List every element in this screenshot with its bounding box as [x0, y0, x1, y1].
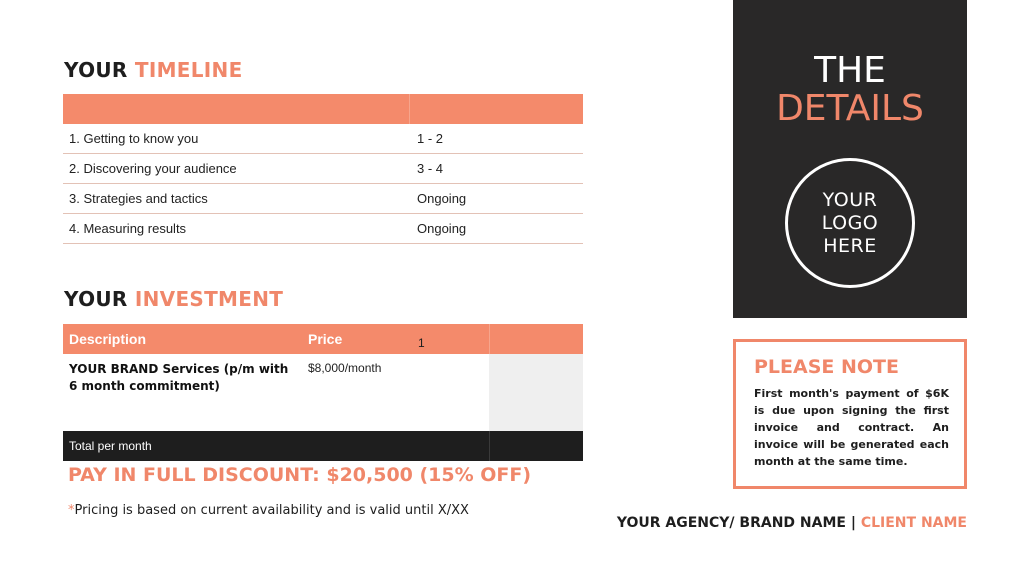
item-description: YOUR BRAND Services (p/m with 6 month commitment) [69, 362, 289, 393]
timeline-table-header [63, 94, 583, 124]
name-separator: | [850, 515, 856, 531]
details-title-line1: THE [814, 50, 886, 91]
pricing-footnote [68, 503, 469, 518]
timeline-step: 2. Discovering your audience [69, 161, 237, 176]
item-price: $8,000/month [308, 361, 382, 375]
timeline-duration: 3 - 4 [417, 161, 444, 176]
price-column-header: Price [308, 331, 343, 347]
pay-in-full-discount: PAY IN FULL DISCOUNT: $20,500 (15% OFF) [68, 464, 532, 486]
timeline-step: 4. Measuring results [69, 221, 187, 236]
logo-text-line3: HERE [823, 234, 877, 257]
timeline-duration: 1 - 2 [417, 131, 444, 146]
timeline-heading-prefix: YOUR [64, 58, 128, 82]
agency-client-line [617, 515, 967, 531]
investment-heading-accent: INVESTMENT [134, 287, 284, 311]
please-note-box [733, 339, 967, 489]
timeline-table [63, 94, 583, 244]
timeline-heading-accent: TIMELINE [134, 58, 243, 82]
quantity-value: 1 [418, 336, 425, 350]
table-row [63, 214, 583, 244]
footnote-asterisk: * [68, 503, 75, 518]
empty-cell [489, 354, 583, 431]
investment-table-header [63, 324, 583, 354]
investment-heading-prefix: YOUR [64, 287, 128, 311]
timeline-duration: Ongoing [417, 221, 467, 236]
logo-text-line1: YOUR [822, 188, 878, 211]
total-row [63, 431, 583, 461]
note-text: First month's payment of $6K is due upon signing the first invoice and contract. An invoice will be generated each month at the same time. [754, 387, 949, 468]
table-row [63, 154, 583, 184]
details-title-line2: DETAILS [776, 88, 924, 129]
logo-placeholder [785, 158, 915, 288]
table-row [63, 184, 583, 214]
column-divider [489, 431, 490, 461]
timeline-duration: Ongoing [417, 191, 467, 206]
table-row [63, 354, 583, 431]
description-column-header: Description [69, 331, 147, 347]
details-panel [733, 0, 967, 318]
column-divider [489, 324, 490, 354]
timeline-step: 3. Strategies and tactics [69, 191, 208, 206]
table-row [63, 124, 583, 154]
timeline-step: 1. Getting to know you [69, 131, 199, 146]
timeline-heading [64, 58, 243, 82]
client-name: CLIENT NAME [860, 515, 967, 531]
investment-table [63, 324, 583, 461]
footnote-text: Pricing is based on current availability and is valid until X/XX [74, 503, 469, 518]
agency-name: YOUR AGENCY/ BRAND NAME [616, 515, 846, 531]
investment-heading [64, 287, 283, 311]
timeline-header-cell-step [63, 94, 410, 124]
logo-text-line2: LOGO [821, 211, 879, 234]
note-title: PLEASE NOTE [754, 356, 899, 378]
total-label: Total per month [69, 439, 152, 453]
